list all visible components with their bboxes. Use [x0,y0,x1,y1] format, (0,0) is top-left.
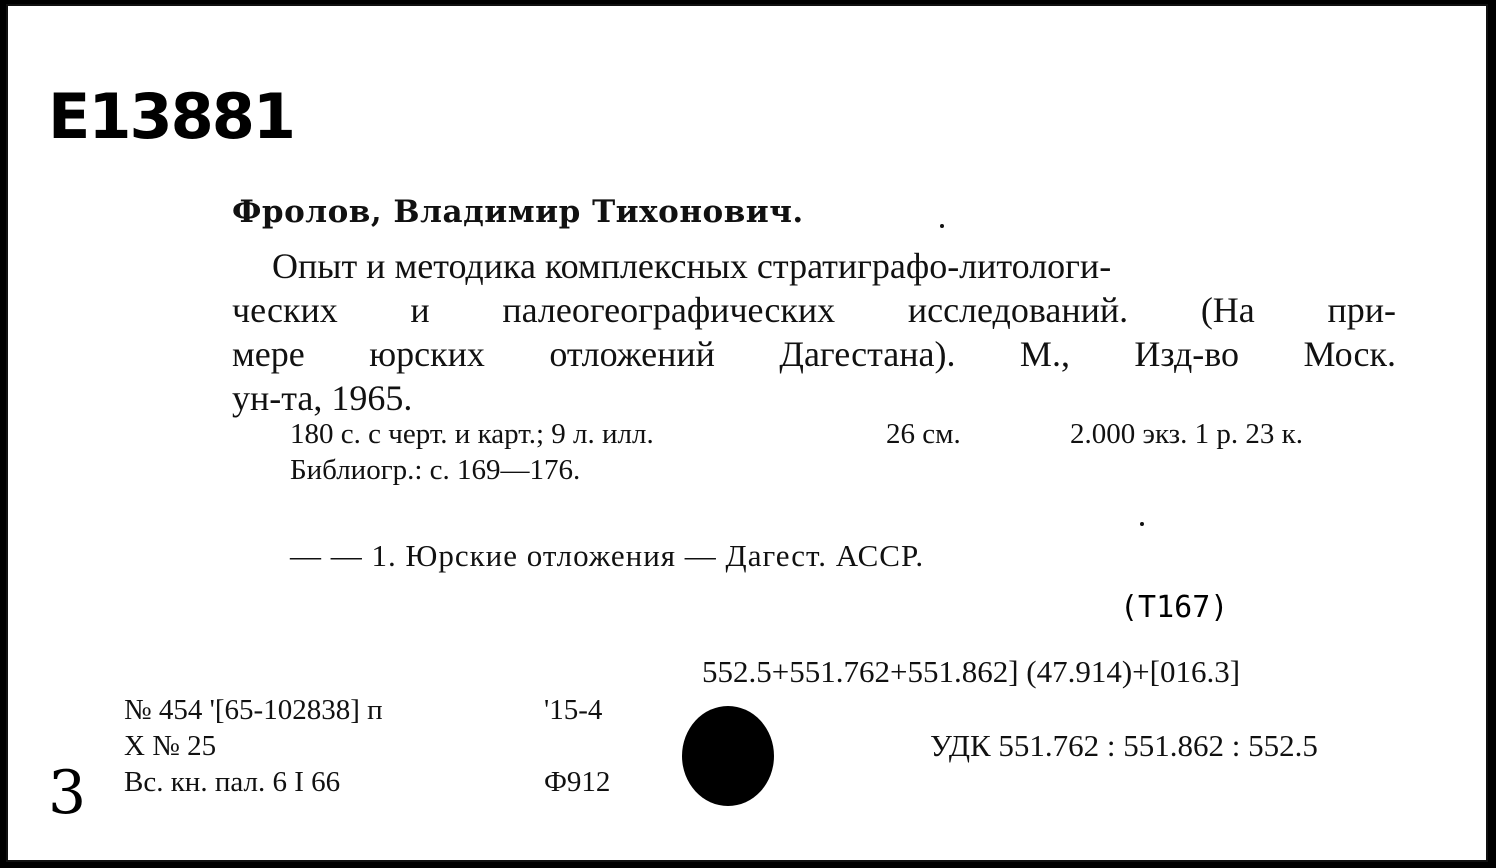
punch-hole [682,706,774,806]
bibliography-note: Библиогр.: с. 169—176. [290,454,581,486]
udk-line: УДК 551.762 : 551.862 : 552.5 [930,728,1318,763]
title-line: Опыт и методика комплексных стратиграфо-литологи- [272,246,1112,286]
accession-number: № 454 '[65-102838] п [124,694,383,726]
title-line: мере юрских отложений Дагестана). М., Изд-во Моск. [232,334,1396,374]
accession-x-number: Х № 25 [124,730,217,762]
handwritten-code: (Т167) [1120,590,1229,625]
accession-date: Вс. кн. пал. 6 I 66 [124,766,341,798]
handwritten-mark: 3 [48,758,87,828]
author-heading: Фролов, Владимир Тихонович. [232,194,804,230]
collation-size: 26 см. [886,418,961,450]
title-block [232,244,1402,420]
speck-dot [1140,522,1144,526]
accession-code: '15-4 [544,694,603,726]
speck-dot [940,224,944,228]
subject-heading: — — 1. Юрские отложения — Дагест. АССР. [290,538,925,573]
inventory-mark: E13881 [48,80,295,153]
collation-price: 2.000 экз. 1 р. 23 к. [1070,418,1303,450]
accession-block [124,692,611,800]
classification-line: 552.5+551.762+551.862] (47.914)+[016.3] [702,654,1241,689]
collation-pages: 180 с. с черт. и карт.; 9 л. илл. [290,418,654,450]
title-line: ун-та, 1965. [232,378,413,418]
collation-block [290,416,1303,488]
catalog-card [6,4,1488,862]
title-line: ческих и палеогеографических исследований. (На при- [232,290,1396,330]
accession-f-code: Ф912 [544,766,611,798]
